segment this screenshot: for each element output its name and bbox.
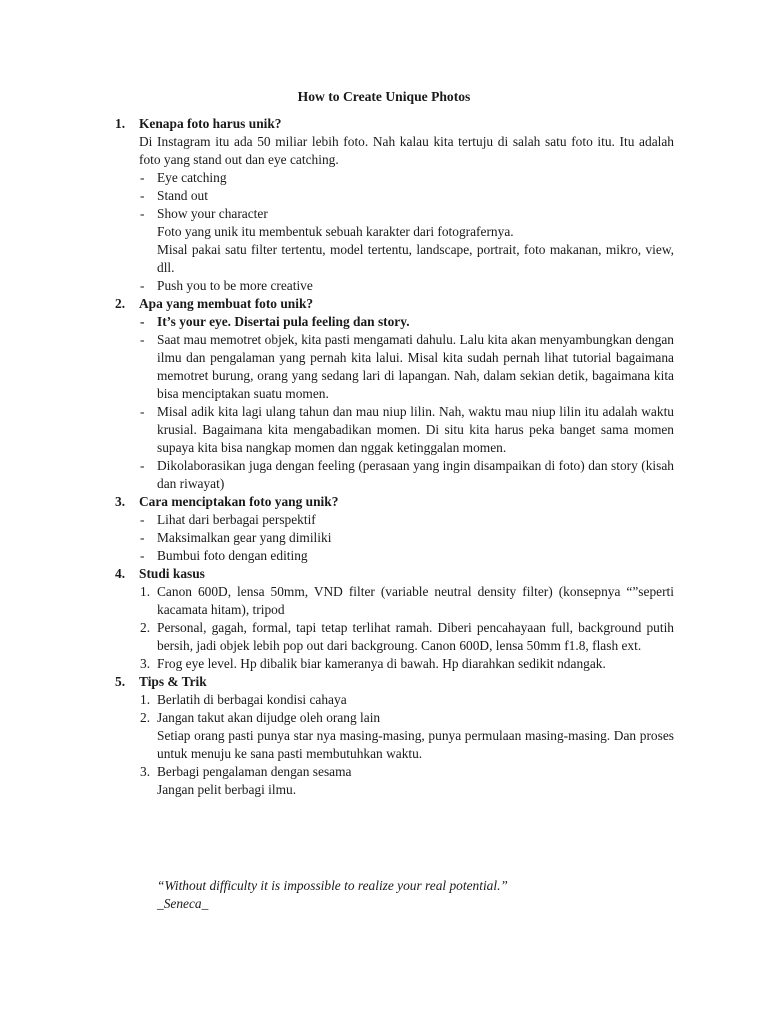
list-item-text: Maksimalkan gear yang dimiliki (157, 530, 332, 545)
list-marker: - (140, 512, 145, 527)
section-list (139, 583, 674, 673)
list-item (139, 331, 674, 403)
list-item (139, 763, 674, 799)
list-marker: - (140, 170, 145, 185)
list-marker: - (140, 206, 145, 221)
section-number: 2. (115, 296, 126, 311)
list-marker: 3. (140, 656, 151, 671)
section-1 (115, 115, 674, 295)
list-item-text: Dikolaborasikan juga dengan feeling (perasaan yang ingin disampaikan di foto) dan story (kisah dan riwayat) (157, 458, 674, 491)
list-item (139, 511, 674, 529)
list-item (139, 169, 674, 187)
list-item-text: Jangan takut akan dijudge oleh orang lain (157, 710, 381, 725)
list-marker: 2. (140, 710, 151, 725)
section-3 (115, 493, 674, 565)
list-item (139, 655, 674, 673)
list-item-text: Stand out (157, 188, 208, 203)
list-marker: 1. (140, 692, 151, 707)
list-marker: - (140, 278, 145, 293)
list-item-text: Canon 600D, lensa 50mm, VND filter (variable neutral density filter) (konsepnya “”seperti kacamata hitam), tripod (157, 584, 674, 617)
section-heading: Tips & Trik (139, 674, 207, 689)
list-item-text: Berlatih di berbagai kondisi cahaya (157, 692, 347, 707)
list-item-detail: Foto yang unik itu membentuk sebuah karakter dari fotografernya. (157, 224, 514, 239)
list-item (139, 205, 674, 277)
list-item (139, 187, 674, 205)
section-heading: Cara menciptakan foto yang unik? (139, 494, 339, 509)
list-item (139, 277, 674, 295)
section-heading: Kenapa foto harus unik? (139, 116, 282, 131)
list-item-text: Show your character (157, 206, 268, 221)
section-list (139, 313, 674, 493)
list-item (139, 313, 674, 331)
list-item (139, 403, 674, 457)
section-number: 3. (115, 494, 126, 509)
section-4 (115, 565, 674, 673)
section-number: 5. (115, 674, 126, 689)
list-item-text: Bumbui foto dengan editing (157, 548, 308, 563)
section-heading: Studi kasus (139, 566, 205, 581)
list-marker: 3. (140, 764, 151, 779)
list-item (139, 709, 674, 763)
section-2 (115, 295, 674, 493)
section-list (139, 169, 674, 295)
list-item-detail: Setiap orang pasti punya star nya masing-masing, punya permulaan masing-masing. Dan proses untuk menuju ke sana pasti membutuhkan waktu. (157, 728, 674, 761)
list-item-text: It’s your eye. Disertai pula feeling dan story. (157, 314, 410, 329)
section-5 (115, 673, 674, 799)
list-item (139, 691, 674, 709)
list-item (139, 457, 674, 493)
quote-text: “Without difficulty it is impossible to realize your real potential.” (157, 878, 508, 893)
list-item-text: Lihat dari berbagai perspektif (157, 512, 316, 527)
section-paragraph: Di Instagram itu ada 50 miliar lebih foto. Nah kalau kita tertuju di salah satu foto itu. Itu adalah foto yang stand out dan eye catching. (139, 134, 674, 167)
list-item-text: Misal adik kita lagi ulang tahun dan mau niup lilin. Nah, waktu mau niup lilin itu adalah waktu krusial. Bagaimana kita mengabadikan momen. Di situ kita harus peka banget sama momen supaya kita bisa nangkap momen dan nggak ketinggalan momen. (157, 404, 674, 455)
list-item-detail: Misal pakai satu filter tertentu, model tertentu, landscape, portrait, foto makanan, mikro, view, dll. (157, 242, 674, 275)
list-item-text: Eye catching (157, 170, 227, 185)
quote-author: _Seneca_ (157, 896, 209, 911)
list-marker: - (140, 332, 145, 347)
section-list (139, 691, 674, 799)
list-marker: - (140, 530, 145, 545)
list-item-text: Push you to be more creative (157, 278, 313, 293)
list-item-detail: Jangan pelit berbagi ilmu. (157, 782, 297, 797)
section-number: 4. (115, 566, 126, 581)
list-item (139, 619, 674, 655)
list-marker: - (140, 548, 145, 563)
list-item (139, 583, 674, 619)
document-title: How to Create Unique Photos (297, 89, 471, 104)
list-marker: - (140, 314, 145, 329)
document-body (115, 115, 674, 799)
list-marker: 1. (140, 584, 151, 599)
list-marker: 2. (140, 620, 151, 635)
list-item-text: Saat mau memotret objek, kita pasti mengamati dahulu. Lalu kita akan menyambungkan dengan ilmu dan pengalaman yang pernah kita lalui. Misal kita sudah pernah lihat tutorial bagaimana memotret burung, orang yang sedang lari di lapangan. Nah, dalam sekian detik, bagaimana kita bisa menciptakan suatu momen. (157, 332, 674, 401)
list-marker: - (140, 188, 145, 203)
list-item-text: Frog eye level. Hp dibalik biar kameranya di bawah. Hp diarahkan sedikit ndangak. (157, 656, 606, 671)
list-item-text: Personal, gagah, formal, tapi tetap terlihat ramah. Diberi pencahayaan full, background putih bersih, jadi objek lebih pop out dari backgroung. Canon 600D, lensa 50mm f1.8, flash ext. (157, 620, 674, 653)
quote-block (157, 877, 677, 913)
list-marker: - (140, 404, 145, 419)
section-heading: Apa yang membuat foto unik? (139, 296, 314, 311)
list-marker: - (140, 458, 145, 473)
list-item-text: Berbagi pengalaman dengan sesama (157, 764, 352, 779)
list-item (139, 547, 674, 565)
section-number: 1. (115, 116, 126, 131)
list-item (139, 529, 674, 547)
section-list (139, 511, 674, 565)
